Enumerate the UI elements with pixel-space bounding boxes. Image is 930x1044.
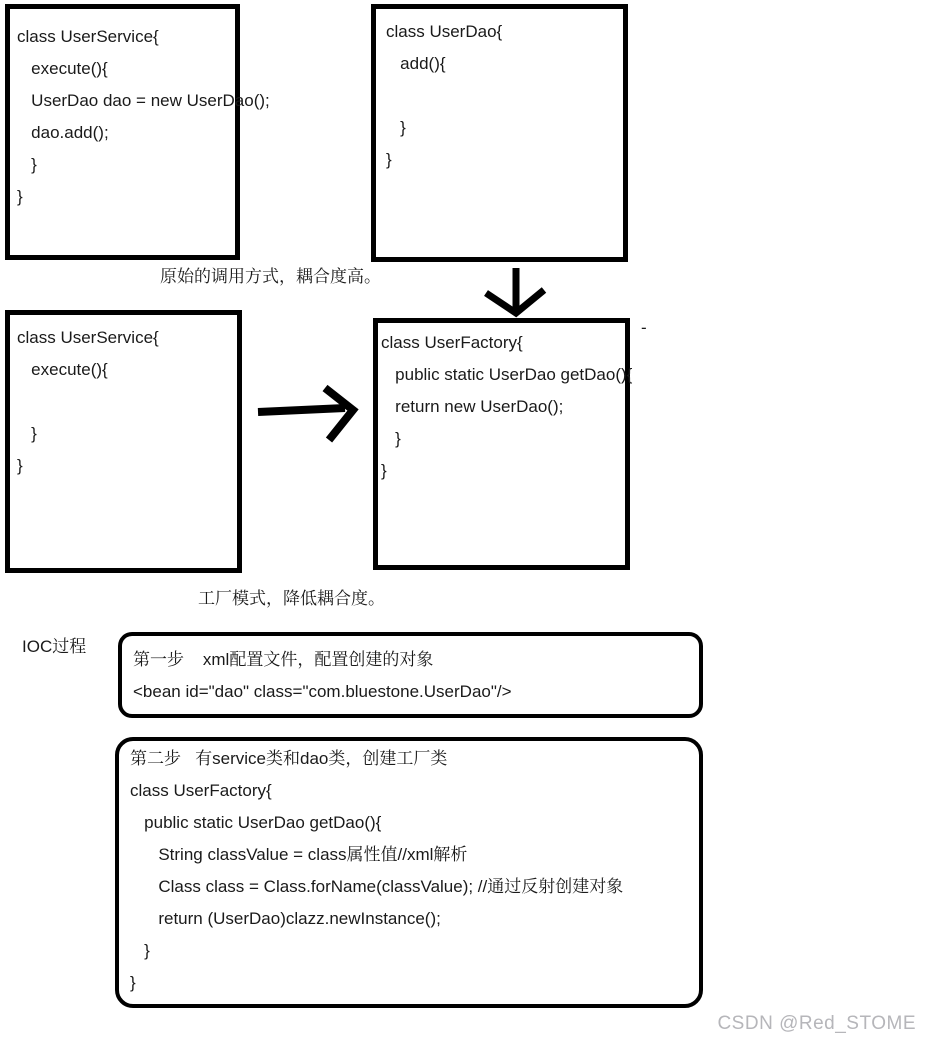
code-line: } [386,118,406,137]
dash-mark: - [641,318,647,337]
arrow-right-icon [252,382,358,444]
code-line: 第一步 xml配置文件，配置创建的对象 [133,650,434,669]
step2-box [115,737,703,1008]
userdao-box [371,4,628,262]
code-line: } [381,461,387,480]
code-line: public static UserDao getDao(){ [130,813,382,832]
code-line: } [386,150,392,169]
csdn-watermark: CSDN @Red_STOME [717,1013,916,1034]
code-line: class UserFactory{ [130,781,272,800]
userservice-decoupled-box [5,310,242,573]
code-line: <bean id="dao" class="com.bluestone.UserDao"/> [133,682,512,701]
userservice-coupled-box [5,4,270,260]
code-line: Class class = Class.forName(classValue); //通过反射创建对象 [130,877,624,896]
code-line: dao.add(); [17,123,109,142]
code-line: } [130,973,136,992]
code-line [17,386,237,418]
caption-factory-pattern: 工厂模式，降低耦合度。 [198,589,385,608]
code-line: public static UserDao getDao(){ [381,365,633,384]
code-line: } [381,429,401,448]
code-line: } [17,155,37,174]
code-line: } [17,187,23,206]
code-line: add(){ [386,54,446,73]
code-line: class UserService{ [17,27,159,46]
code-line [386,80,623,112]
code-line: execute(){ [17,360,108,379]
code-line: class UserService{ [17,328,159,347]
code-line: return new UserDao(); [381,397,564,416]
code-line: execute(){ [17,59,108,78]
code-line: class UserDao{ [386,22,503,41]
code-line: String classValue = class属性值//xml解析 [130,845,468,864]
ioc-process-label: IOC过程 [22,637,87,656]
code-line: class UserFactory{ [381,333,523,352]
code-line: 第二步 有service类和dao类，创建工厂类 [130,749,448,768]
caption-original-coupling: 原始的调用方式，耦合度高。 [160,267,381,286]
arrow-down-icon [475,262,557,320]
step1-box [118,632,703,718]
code-line: return (UserDao)clazz.newInstance(); [130,909,441,928]
code-line: } [130,941,150,960]
code-line: UserDao dao = new UserDao(); [17,91,270,110]
userfactory-box [373,318,633,570]
code-line: } [17,456,23,475]
code-line: } [17,424,37,443]
